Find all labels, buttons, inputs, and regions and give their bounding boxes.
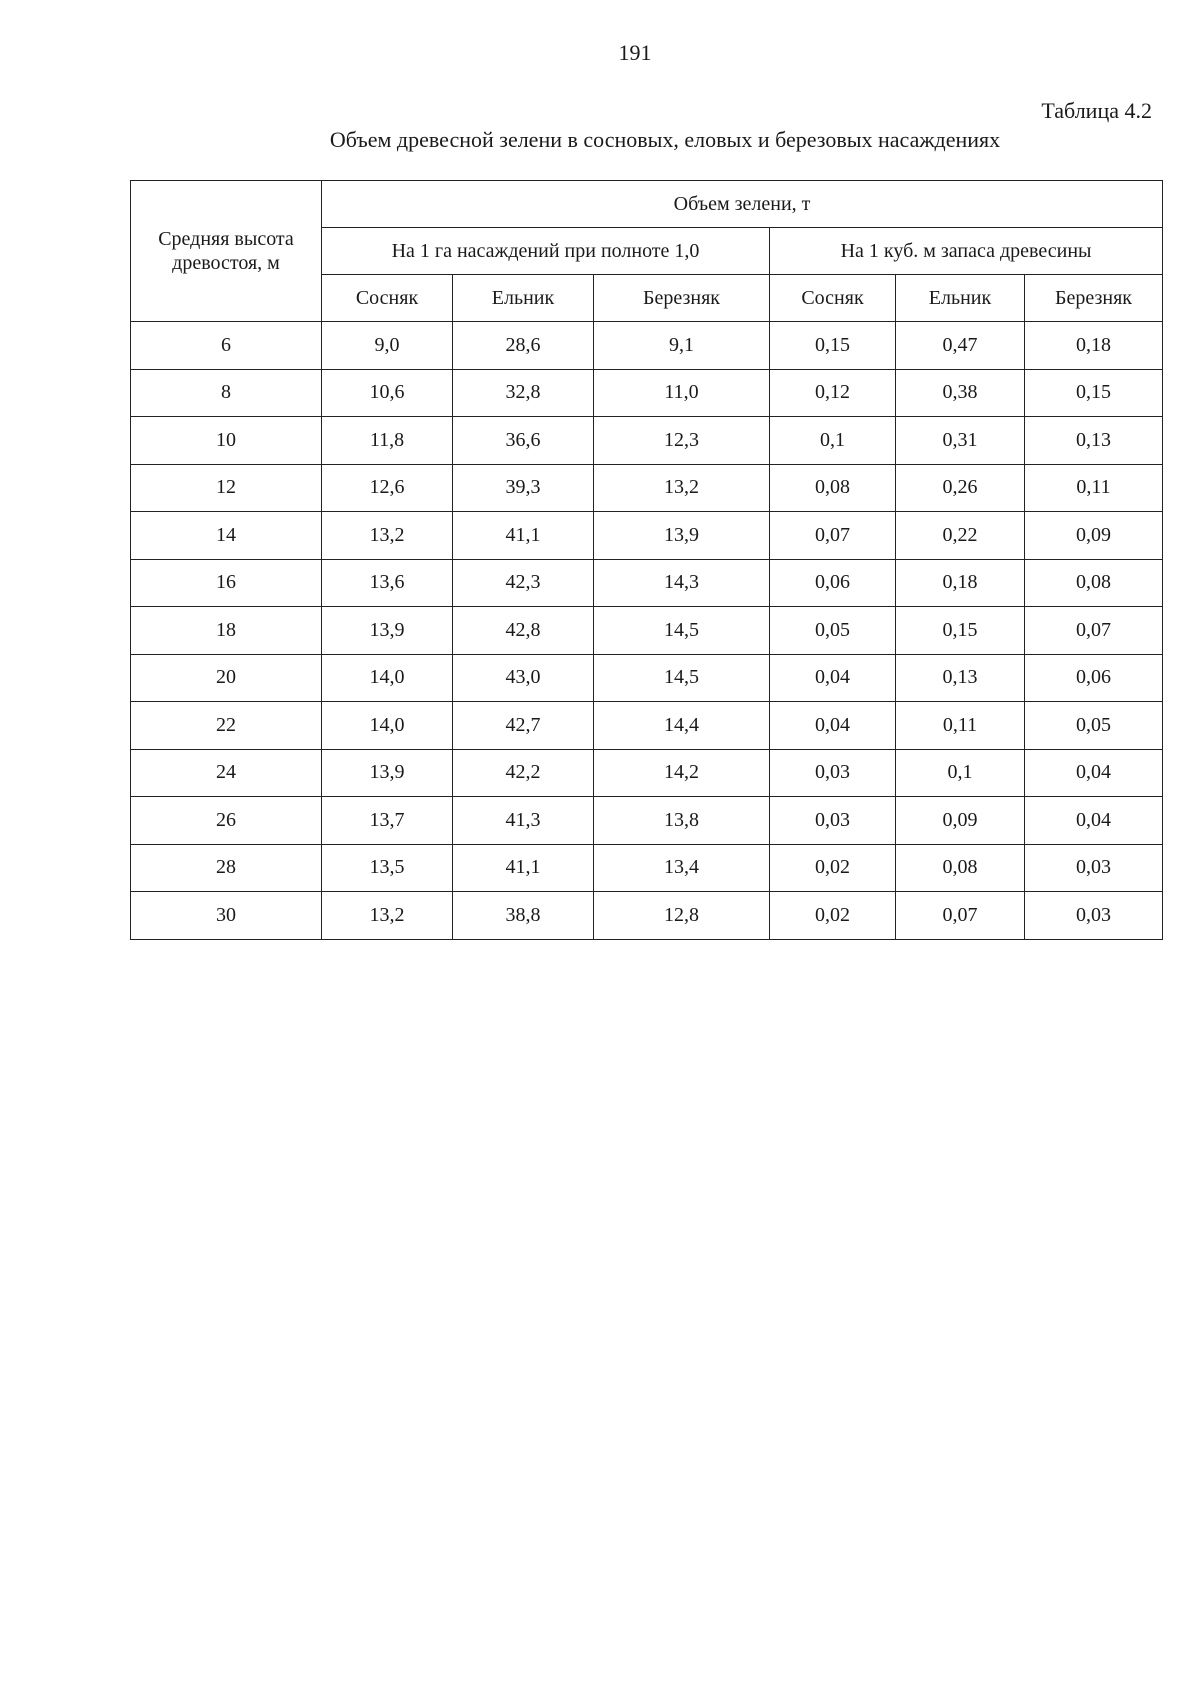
value-cell: 28,6 [453,322,594,370]
group-header-per-hectare: На 1 га насаждений при полноте 1,0 [322,228,770,275]
value-cell: 0,12 [770,369,896,417]
height-cell: 18 [131,607,322,655]
value-cell: 0,38 [896,369,1025,417]
corner-header: Средняя высота древостоя, м [131,181,322,322]
sub-header: Сосняк [322,275,453,322]
top-header: Объем зелени, т [322,181,1163,228]
value-cell: 12,3 [594,417,770,465]
value-cell: 0,03 [1025,892,1163,940]
value-cell: 14,0 [322,702,453,750]
table-title: Объем древесной зелени в сосновых, еловых и березовых насаждениях [329,127,1001,152]
value-cell: 12,8 [594,892,770,940]
value-cell: 0,03 [1025,844,1163,892]
value-cell: 0,26 [896,464,1025,512]
value-cell: 0,06 [770,559,896,607]
value-cell: 0,15 [1025,369,1163,417]
height-cell: 6 [131,322,322,370]
height-cell: 28 [131,844,322,892]
table-row [131,464,1163,512]
value-cell: 13,2 [322,892,453,940]
value-cell: 0,04 [770,702,896,750]
height-cell: 22 [131,702,322,750]
sub-header: Березняк [594,275,770,322]
value-cell: 0,08 [896,844,1025,892]
value-cell: 42,7 [453,702,594,750]
sub-header: Ельник [896,275,1025,322]
value-cell: 0,1 [896,749,1025,797]
value-cell: 14,0 [322,654,453,702]
value-cell: 0,09 [896,797,1025,845]
value-cell: 0,11 [896,702,1025,750]
value-cell: 13,5 [322,844,453,892]
table-label: Таблица 4.2 [1041,98,1152,123]
value-cell: 13,4 [594,844,770,892]
value-cell: 0,18 [1025,322,1163,370]
value-cell: 0,04 [1025,749,1163,797]
value-cell: 38,8 [453,892,594,940]
table-row [131,559,1163,607]
height-cell: 8 [131,369,322,417]
value-cell: 0,18 [896,559,1025,607]
value-cell: 10,6 [322,369,453,417]
value-cell: 13,9 [594,512,770,560]
value-cell: 0,15 [896,607,1025,655]
value-cell: 0,02 [770,844,896,892]
value-cell: 13,2 [322,512,453,560]
value-cell: 0,22 [896,512,1025,560]
value-cell: 0,13 [896,654,1025,702]
table-body [131,322,1163,940]
value-cell: 0,07 [770,512,896,560]
height-cell: 24 [131,749,322,797]
sub-header: Березняк [1025,275,1163,322]
value-cell: 42,3 [453,559,594,607]
value-cell: 0,31 [896,417,1025,465]
table-row [131,702,1163,750]
value-cell: 12,6 [322,464,453,512]
value-cell: 13,6 [322,559,453,607]
value-cell: 14,4 [594,702,770,750]
value-cell: 0,04 [770,654,896,702]
value-cell: 0,03 [770,749,896,797]
green-volume-table [130,180,1163,940]
value-cell: 0,1 [770,417,896,465]
value-cell: 39,3 [453,464,594,512]
value-cell: 0,09 [1025,512,1163,560]
table-row [131,892,1163,940]
group-header-per-cubic-meter: На 1 куб. м запаса древесины [770,228,1163,275]
value-cell: 42,2 [453,749,594,797]
value-cell: 9,0 [322,322,453,370]
height-cell: 14 [131,512,322,560]
value-cell: 0,13 [1025,417,1163,465]
sub-header: Сосняк [770,275,896,322]
value-cell: 36,6 [453,417,594,465]
value-cell: 13,9 [322,607,453,655]
value-cell: 13,9 [322,749,453,797]
height-cell: 30 [131,892,322,940]
height-cell: 20 [131,654,322,702]
value-cell: 14,5 [594,654,770,702]
table-row [131,322,1163,370]
value-cell: 0,07 [896,892,1025,940]
value-cell: 41,3 [453,797,594,845]
value-cell: 13,2 [594,464,770,512]
height-cell: 12 [131,464,322,512]
table-row [131,844,1163,892]
table-row [131,417,1163,465]
table-header [131,181,1163,322]
value-cell: 0,47 [896,322,1025,370]
value-cell: 14,3 [594,559,770,607]
value-cell: 41,1 [453,844,594,892]
value-cell: 0,03 [770,797,896,845]
table-row [131,749,1163,797]
sub-header: Ельник [453,275,594,322]
value-cell: 0,08 [770,464,896,512]
value-cell: 9,1 [594,322,770,370]
value-cell: 41,1 [453,512,594,560]
table-row [131,607,1163,655]
value-cell: 14,2 [594,749,770,797]
value-cell: 0,07 [1025,607,1163,655]
table-row [131,369,1163,417]
height-cell: 10 [131,417,322,465]
table-row [131,654,1163,702]
value-cell: 0,02 [770,892,896,940]
value-cell: 0,04 [1025,797,1163,845]
table-row [131,512,1163,560]
value-cell: 0,15 [770,322,896,370]
value-cell: 32,8 [453,369,594,417]
height-cell: 16 [131,559,322,607]
value-cell: 42,8 [453,607,594,655]
value-cell: 13,8 [594,797,770,845]
table-row [131,797,1163,845]
height-cell: 26 [131,797,322,845]
value-cell: 0,05 [770,607,896,655]
value-cell: 13,7 [322,797,453,845]
value-cell: 0,06 [1025,654,1163,702]
page-number: 191 [618,40,652,65]
value-cell: 0,05 [1025,702,1163,750]
value-cell: 14,5 [594,607,770,655]
value-cell: 43,0 [453,654,594,702]
value-cell: 11,8 [322,417,453,465]
value-cell: 0,11 [1025,464,1163,512]
value-cell: 11,0 [594,369,770,417]
value-cell: 0,08 [1025,559,1163,607]
